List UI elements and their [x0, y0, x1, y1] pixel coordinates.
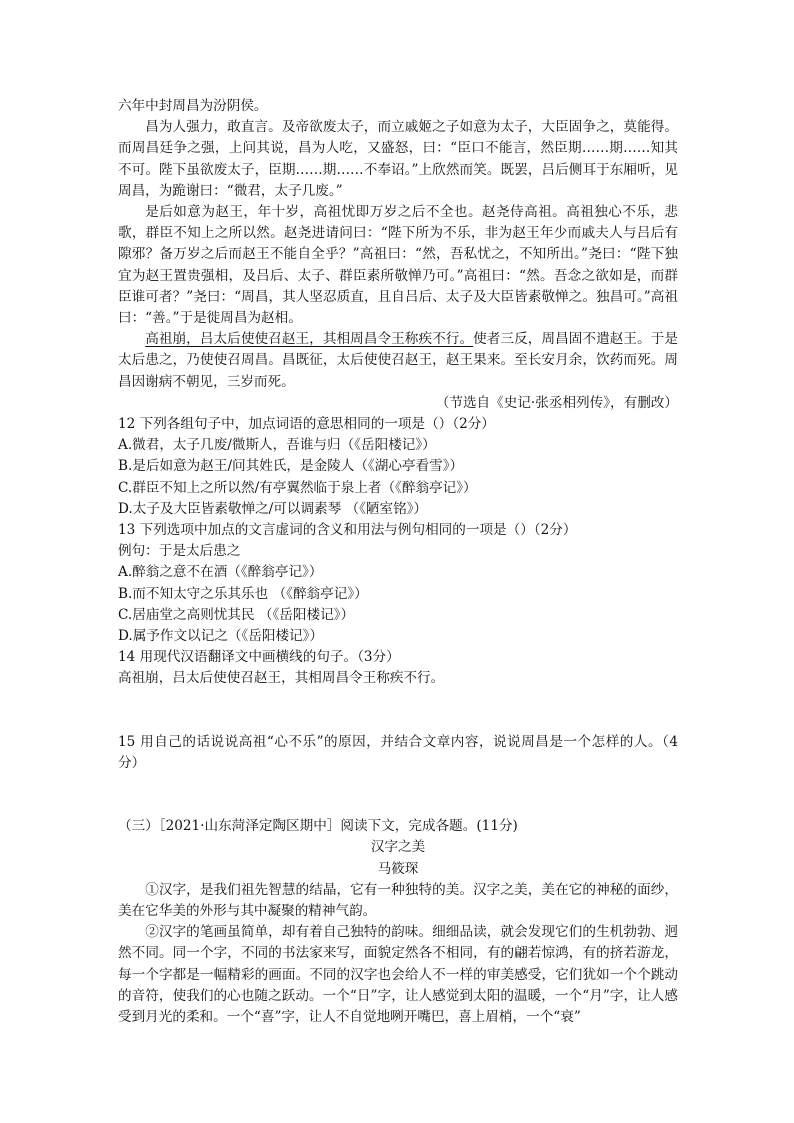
question-14: 14 用现代汉语翻译文中画横线的句子。（3分） — [118, 649, 400, 666]
passage-paragraph-1: 昌为人强力，敢直言。及帝欲废太子，而立戚姬之子如意为太子，大臣固争之，莫能得。而周昌廷争之强，上问其说，昌为人吃，又盛怒，曰：“臣口不能言，然臣期……期……知其不可。陛下虽欲废太子，臣期……期……不奉诏。”上欣然而笑。既罢，吕后侧耳于东厢听，见周昌，为跪谢曰：“微君，太子几废。” — [118, 119, 678, 199]
question-12-option-c: C.群臣不知上之所以然/有亭翼然临于泉上者（《醉翁亭记》） — [118, 479, 477, 496]
passage-paragraph-3-rest: 使者三反，周昌固不遣赵王。于是太后患之，乃使使召周昌。昌既征，太后使使召赵王，赵王果来。至长安月余，饮药而死。周昌因谢病不朝见，三岁而死。 — [118, 331, 679, 390]
answer-space-14 — [118, 690, 678, 732]
section-3-heading: （三）［2021·山东菏泽定陶区期中］阅读下文，完成各题。(11分) — [118, 818, 518, 835]
article-paragraph-1: ①汉字，是我们祖先智慧的结晶，它有一种独特的美。汉字之美，美在它的神秘的面纱，美在它华美的外形与其中凝聚的精神气韵。 — [118, 881, 678, 919]
article-author: 马筱琛 — [377, 860, 419, 877]
article-title: 汉字之美 — [370, 839, 426, 856]
question-13: 13 下列选项中加点的文言虚词的含义和用法与例句相同的一项是（）（2分） — [118, 522, 577, 539]
question-12: 12 下列各组句子中，加点词语的意思相同的一项是（）（2分） — [118, 416, 495, 433]
passage-source: （节选自《史记·张丞相列传》，有删改） — [435, 394, 678, 411]
question-13-option-b: B.而不知太守之乐其乐也 （《醉翁亭记》） — [118, 585, 368, 602]
question-15: 15 用自己的话说说高祖“心不乐”的原因，并结合文章内容，说说周昌是一个怎样的人。（4分） — [118, 733, 678, 771]
answer-space-15 — [118, 774, 678, 816]
question-13-example: 例句：于是太后患之 — [118, 543, 241, 560]
document-page — [118, 96, 678, 1028]
passage-paragraph-2: 是后如意为赵王，年十岁，高祖忧即万岁之后不全也。赵尧侍高祖。高祖独心不乐，悲歌，群臣不知上之所以然。赵尧进请问曰：“陛下所为不乐，非为赵王年少而戚夫人与吕后有隙邪？备万岁之后而赵王不能自全乎？”高祖曰：“然，吾私忧之，不知所出。”尧曰：“陛下独宜为赵王置贵强相，及吕后、太子、群臣素所敬惮乃可。”高祖曰：“然。吾念之欲如是，而群臣谁可者？”尧曰：“周昌，其人坚忍质直，且自吕后、太子及大臣皆素敬惮之。独昌可。”高祖曰：“善。”于是徙周昌为赵相。 — [118, 204, 678, 327]
underlined-sentence: 高祖崩，吕太后使使召赵王，其相周昌令王称疾不行。 — [145, 331, 474, 348]
question-14-sentence: 高祖崩，吕太后使使召赵王，其相周昌令王称疾不行。 — [118, 670, 445, 687]
question-12-option-a: A.微君，太子几废/微斯人，吾谁与归（《岳阳楼记》） — [118, 437, 436, 454]
passage-intro-line: 六年中封周昌为汾阴侯。 — [118, 98, 268, 114]
question-13-option-c: C.居庙堂之高则忧其民 （《岳阳楼记》） — [118, 606, 355, 623]
article-paragraph-2: ②汉字的笔画虽简单，却有着自己独特的韵味。细细品读，就会发现它们的生机勃勃、迥然不同。同一个字，不同的书法家来写，面貌定然各不相同，有的翩若惊鸿，有的挤若游龙，每一个字都是一幅精彩的画面。不同的汉字也会给人不一样的审美感受，它们犹如一个个跳动的音符，使我们的心也随之跃动。一个“日”字，让人感觉到太阳的温暖，一个“月”字，让人感受到月光的柔和。一个“喜”字，让人不自觉地咧开嘴巴，喜上眉梢，一个“衰” — [118, 924, 678, 1025]
question-12-option-d: D.太子及大臣皆素敬惮之/可以调素琴 （《陋室铭》） — [118, 500, 428, 517]
question-12-option-b: B.是后如意为赵王/问其姓氏，是金陵人（《湖心亭看雪》） — [118, 458, 464, 475]
question-13-option-d: D.属予作文以记之（《岳阳楼记》） — [118, 628, 324, 645]
passage-paragraph-3 — [118, 329, 678, 393]
question-13-option-a: A.醉翁之意不在酒（《醉翁亭记》） — [118, 564, 323, 581]
